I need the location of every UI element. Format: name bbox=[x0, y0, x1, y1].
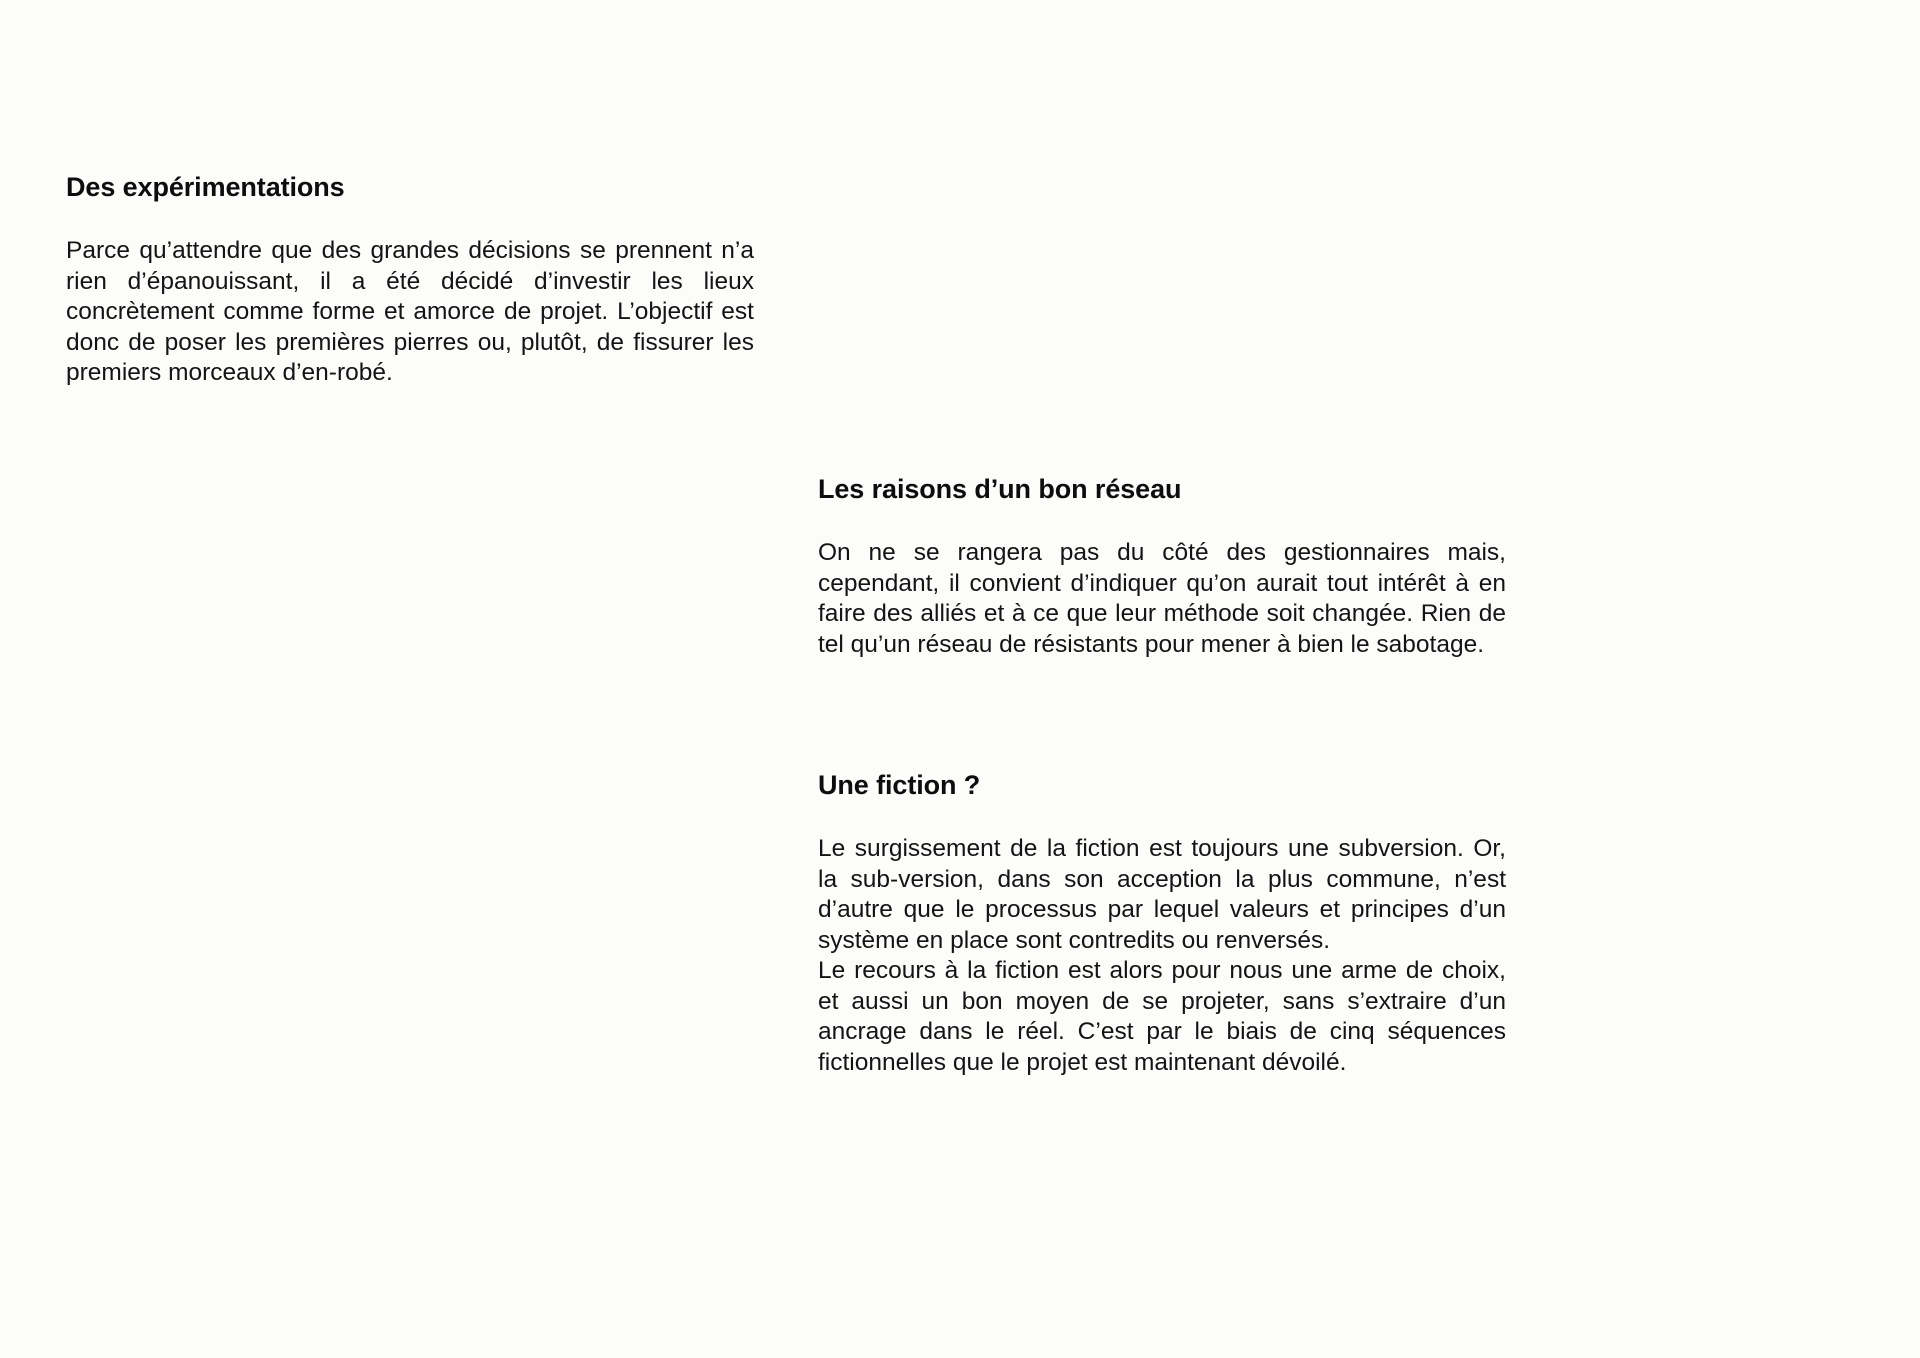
section-des-experimentations bbox=[66, 170, 754, 389]
heading-des-experimentations: Des expérimentations bbox=[66, 172, 345, 202]
paragraph-des-experimentations: Parce qu’attendre que des grandes décisions se prennent n’a rien d’épanouissant, il a été décidé d’investir les lieux concrètement comme forme et amorce de projet. L’objectif est donc de poser les premières pierres ou, plutôt, de fissurer les premiers morceaux d’en-robé. bbox=[66, 237, 754, 386]
left-column bbox=[66, 170, 754, 389]
right-column bbox=[818, 472, 1506, 1078]
section-les-raisons-dun-bon-reseau bbox=[818, 472, 1506, 660]
paragraph-une-fiction-2: Le recours à la fiction est alors pour nous une arme de choix, et aussi un bon moyen de se projeter, sans s’extraire d’un ancrage dans le réel. C’est par le biais de cinq séquences fictionnelles que le projet est maintenant dévoilé. bbox=[818, 957, 1506, 1076]
heading-une-fiction: Une fiction ? bbox=[818, 770, 981, 800]
paragraph-une-fiction-1: Le surgissement de la fiction est toujours une subversion. Or, la sub-version, dans son acception la plus commune, n’est d’autre que le processus par lequel valeurs et principes d’un système en place sont contredits ou renversés. bbox=[818, 835, 1506, 954]
paragraph-les-raisons-dun-bon-reseau: On ne se rangera pas du côté des gestionnaires mais, cependant, il convient d’indiquer qu’on aurait tout intérêt à en faire des alliés et à ce que leur méthode soit changée. Rien de tel qu’un réseau de résistants pour mener à bien le sabotage. bbox=[818, 539, 1506, 658]
heading-les-raisons-dun-bon-reseau: Les raisons d’un bon réseau bbox=[818, 474, 1182, 504]
section-une-fiction bbox=[818, 768, 1506, 1078]
